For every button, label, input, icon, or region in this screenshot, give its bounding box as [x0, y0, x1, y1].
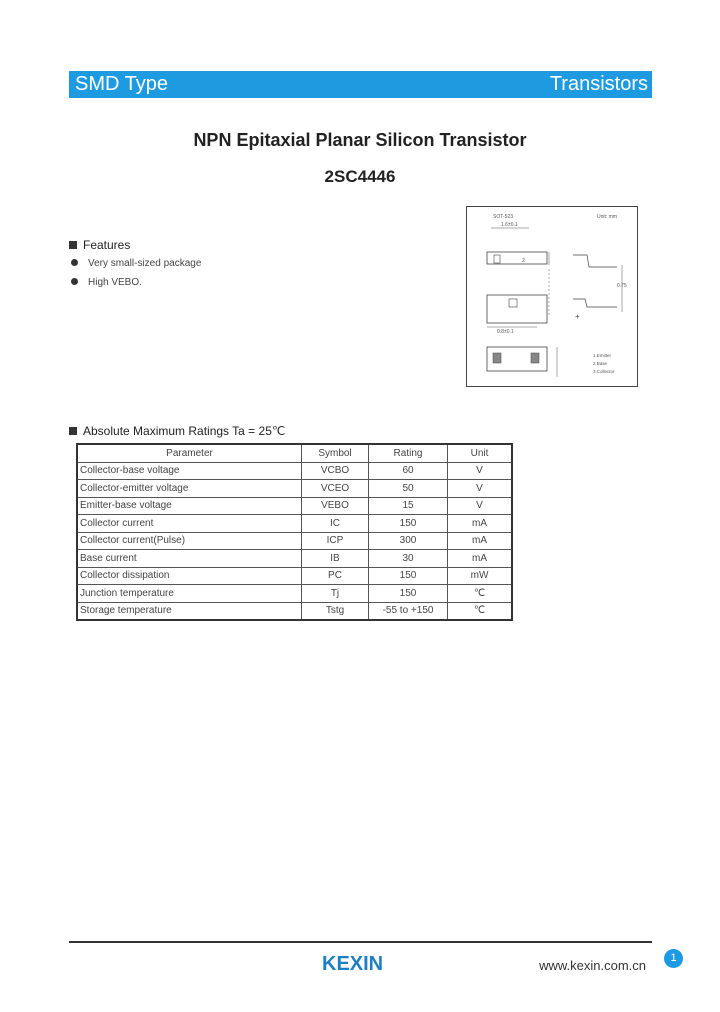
header-category: SMD Type: [75, 73, 168, 95]
table-row: [77, 515, 512, 533]
column-header: Rating: [369, 444, 448, 462]
dim-width-label: 1.6±0.1: [501, 222, 518, 228]
parameter-cell: Collector dissipation: [77, 567, 302, 585]
header-product-type: Transistors: [549, 73, 648, 95]
rating-cell: 300: [369, 532, 448, 550]
parameter-cell: Base current: [77, 550, 302, 568]
table-row: [77, 532, 512, 550]
page-number-badge: 1: [664, 949, 683, 968]
symbol-cell: VEBO: [302, 497, 369, 515]
svg-text:+: +: [575, 312, 580, 321]
package-label: SOT-523: [493, 214, 514, 220]
package-outline-svg: [467, 207, 637, 386]
rating-cell: 150: [369, 585, 448, 603]
pin-legend-2: 2.Base: [593, 361, 608, 366]
package-drawing: [466, 206, 638, 387]
footer-divider: [69, 941, 652, 943]
pin-legend-1: 1.Emitter: [593, 353, 612, 358]
parameter-cell: Storage temperature: [77, 602, 302, 620]
parameter-cell: Collector-emitter voltage: [77, 480, 302, 498]
rating-cell: -55 to +150: [369, 602, 448, 620]
symbol-cell: VCBO: [302, 462, 369, 480]
parameter-cell: Junction temperature: [77, 585, 302, 603]
kexin-logo: KEXIN: [322, 953, 384, 975]
unit-cell: ℃: [448, 585, 513, 603]
table-row: [77, 602, 512, 620]
unit-cell: ℃: [448, 602, 513, 620]
unit-label: Unit: mm: [597, 214, 617, 220]
rating-cell: 50: [369, 480, 448, 498]
svg-text:2: 2: [522, 258, 525, 264]
symbol-cell: IC: [302, 515, 369, 533]
unit-cell: mA: [448, 515, 513, 533]
column-header: Unit: [448, 444, 513, 462]
dim-side-label: 0.75: [617, 283, 627, 289]
unit-cell: V: [448, 497, 513, 515]
feature-item: High VEBO.: [71, 277, 142, 288]
table-row: [77, 567, 512, 585]
parameter-cell: Collector-base voltage: [77, 462, 302, 480]
parameter-cell: Emitter-base voltage: [77, 497, 302, 515]
round-bullet-icon: [71, 278, 78, 285]
ratings-heading: Absolute Maximum Ratings Ta = 25℃: [69, 424, 285, 438]
unit-cell: V: [448, 480, 513, 498]
document-title: NPN Epitaxial Planar Silicon Transistor: [193, 130, 527, 150]
unit-cell: V: [448, 462, 513, 480]
table-row: [77, 550, 512, 568]
unit-cell: mA: [448, 532, 513, 550]
symbol-cell: Tstg: [302, 602, 369, 620]
unit-cell: mA: [448, 550, 513, 568]
square-bullet-icon: [69, 427, 77, 435]
symbol-cell: ICP: [302, 532, 369, 550]
round-bullet-icon: [71, 259, 78, 266]
symbol-cell: Tj: [302, 585, 369, 603]
rating-cell: 60: [369, 462, 448, 480]
square-bullet-icon: [69, 241, 77, 249]
table-header-row: [77, 444, 512, 462]
rating-cell: 15: [369, 497, 448, 515]
absolute-maximum-ratings-table: [76, 443, 513, 621]
parameter-cell: Collector current: [77, 515, 302, 533]
table-row: [77, 497, 512, 515]
symbol-cell: PC: [302, 567, 369, 585]
features-heading: Features: [69, 238, 130, 252]
column-header: Parameter: [77, 444, 302, 462]
rating-cell: 30: [369, 550, 448, 568]
dim-height-label: 0.8±0.1: [497, 329, 514, 335]
feature-item: Very small-sized package: [71, 258, 201, 269]
symbol-cell: IB: [302, 550, 369, 568]
table-row: [77, 480, 512, 498]
symbol-cell: VCEO: [302, 480, 369, 498]
part-number: 2SC4446: [324, 167, 396, 186]
pin-legend-3: 3.Collector: [593, 369, 615, 374]
rating-cell: 150: [369, 515, 448, 533]
unit-cell: mW: [448, 567, 513, 585]
column-header: Symbol: [302, 444, 369, 462]
table-row: [77, 462, 512, 480]
website-link[interactable]: www.kexin.com.cn: [539, 958, 646, 973]
header-bar: [69, 71, 652, 98]
rating-cell: 150: [369, 567, 448, 585]
table-row: [77, 585, 512, 603]
parameter-cell: Collector current(Pulse): [77, 532, 302, 550]
